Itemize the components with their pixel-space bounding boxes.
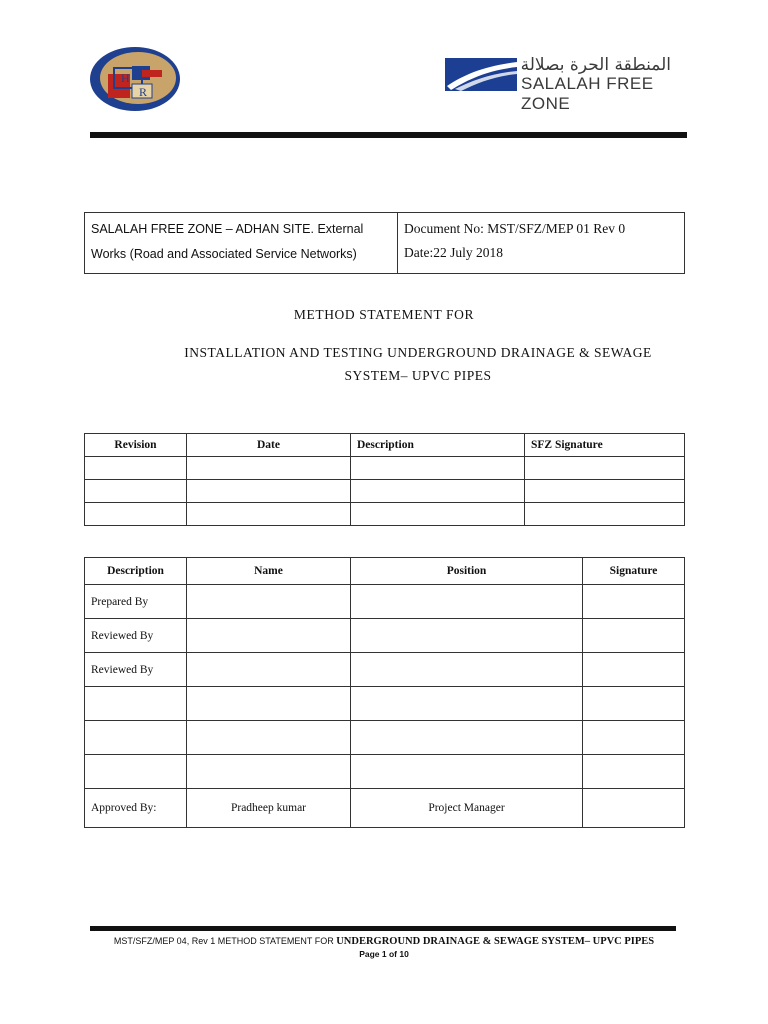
row-position: [351, 585, 583, 619]
title-line-2: INSTALLATION AND TESTING UNDERGROUND DRAINAGE & SEWAGE: [184, 345, 652, 360]
table-row: [85, 653, 685, 687]
row-name: [187, 619, 351, 653]
row-name: [187, 721, 351, 755]
sfz-logo-arabic: المنطقة الحرة بصلالة: [520, 55, 671, 75]
footer-prefix: MST/SFZ/MEP 04, Rev 1 METHOD STATEMENT FOR: [113, 936, 337, 946]
page-number: Page 1 of 10: [359, 949, 409, 959]
title-line-3: SYSTEM– UPVC PIPES: [344, 368, 492, 383]
row-signature: [583, 585, 685, 619]
title-line-1: METHOD STATEMENT FOR: [293, 307, 475, 322]
sfz-logo: [445, 55, 675, 113]
table-row: [85, 585, 685, 619]
row-description: Prepared By: [85, 585, 187, 619]
row-description: [85, 687, 187, 721]
row-name: [187, 687, 351, 721]
table-row: [85, 755, 685, 789]
top-rule: [90, 132, 687, 138]
row-description: Reviewed By: [85, 653, 187, 687]
sig-position-header: Position: [351, 558, 583, 585]
row-signature: [583, 789, 685, 828]
row-signature: [583, 755, 685, 789]
table-row: [85, 619, 685, 653]
row-name: Pradheep kumar: [187, 789, 351, 828]
row-position: [351, 687, 583, 721]
date-header: Date: [187, 434, 351, 457]
table-row: [85, 503, 685, 526]
footer-text: [0, 936, 768, 947]
document-header-table: [84, 212, 685, 274]
table-row: [85, 480, 685, 503]
revision-header: Revision: [85, 434, 187, 457]
footer-rule: [90, 926, 676, 931]
row-description: [85, 755, 187, 789]
sig-name-header: Name: [187, 558, 351, 585]
row-position: [351, 619, 583, 653]
row-signature: [583, 721, 685, 755]
table-row: [85, 789, 685, 828]
sig-description-header: Description: [85, 558, 187, 585]
footer-title: UNDERGROUND DRAINAGE & SEWAGE SYSTEM– UPVC PIPES: [336, 936, 655, 947]
logo-letter-r: R: [139, 85, 148, 99]
document-info-cell: [398, 213, 685, 274]
row-signature: [583, 653, 685, 687]
table-row: [85, 457, 685, 480]
row-name: [187, 755, 351, 789]
row-name: [187, 585, 351, 619]
row-signature: [583, 687, 685, 721]
document-number: Document No: MST/SFZ/MEP 01 Rev 0: [404, 221, 626, 236]
row-description: [85, 721, 187, 755]
revision-table: [84, 433, 685, 526]
hr-logo: [88, 44, 182, 114]
sfz-logo-english: SALALAH FREE ZONE: [521, 74, 654, 113]
project-line-2: Works (Road and Associated Service Networks): [91, 247, 357, 261]
logo-letter-h: H: [121, 71, 130, 85]
document-date: Date:22 July 2018: [404, 245, 503, 260]
row-position: Project Manager: [351, 789, 583, 828]
approval-signature-table: [84, 557, 685, 828]
project-line-1: SALALAH FREE ZONE – ADHAN SITE. External: [91, 222, 364, 236]
table-row: [85, 721, 685, 755]
row-position: [351, 755, 583, 789]
row-position: [351, 721, 583, 755]
row-description: Reviewed By: [85, 619, 187, 653]
table-row: [85, 687, 685, 721]
row-name: [187, 653, 351, 687]
row-signature: [583, 619, 685, 653]
sig-signature-header: Signature: [583, 558, 685, 585]
row-description: Approved By:: [85, 789, 187, 828]
description-header: Description: [351, 434, 525, 457]
title-block: [150, 341, 686, 387]
row-position: [351, 653, 583, 687]
project-description-cell: [85, 213, 398, 274]
sfz-signature-header: SFZ Signature: [525, 434, 685, 457]
